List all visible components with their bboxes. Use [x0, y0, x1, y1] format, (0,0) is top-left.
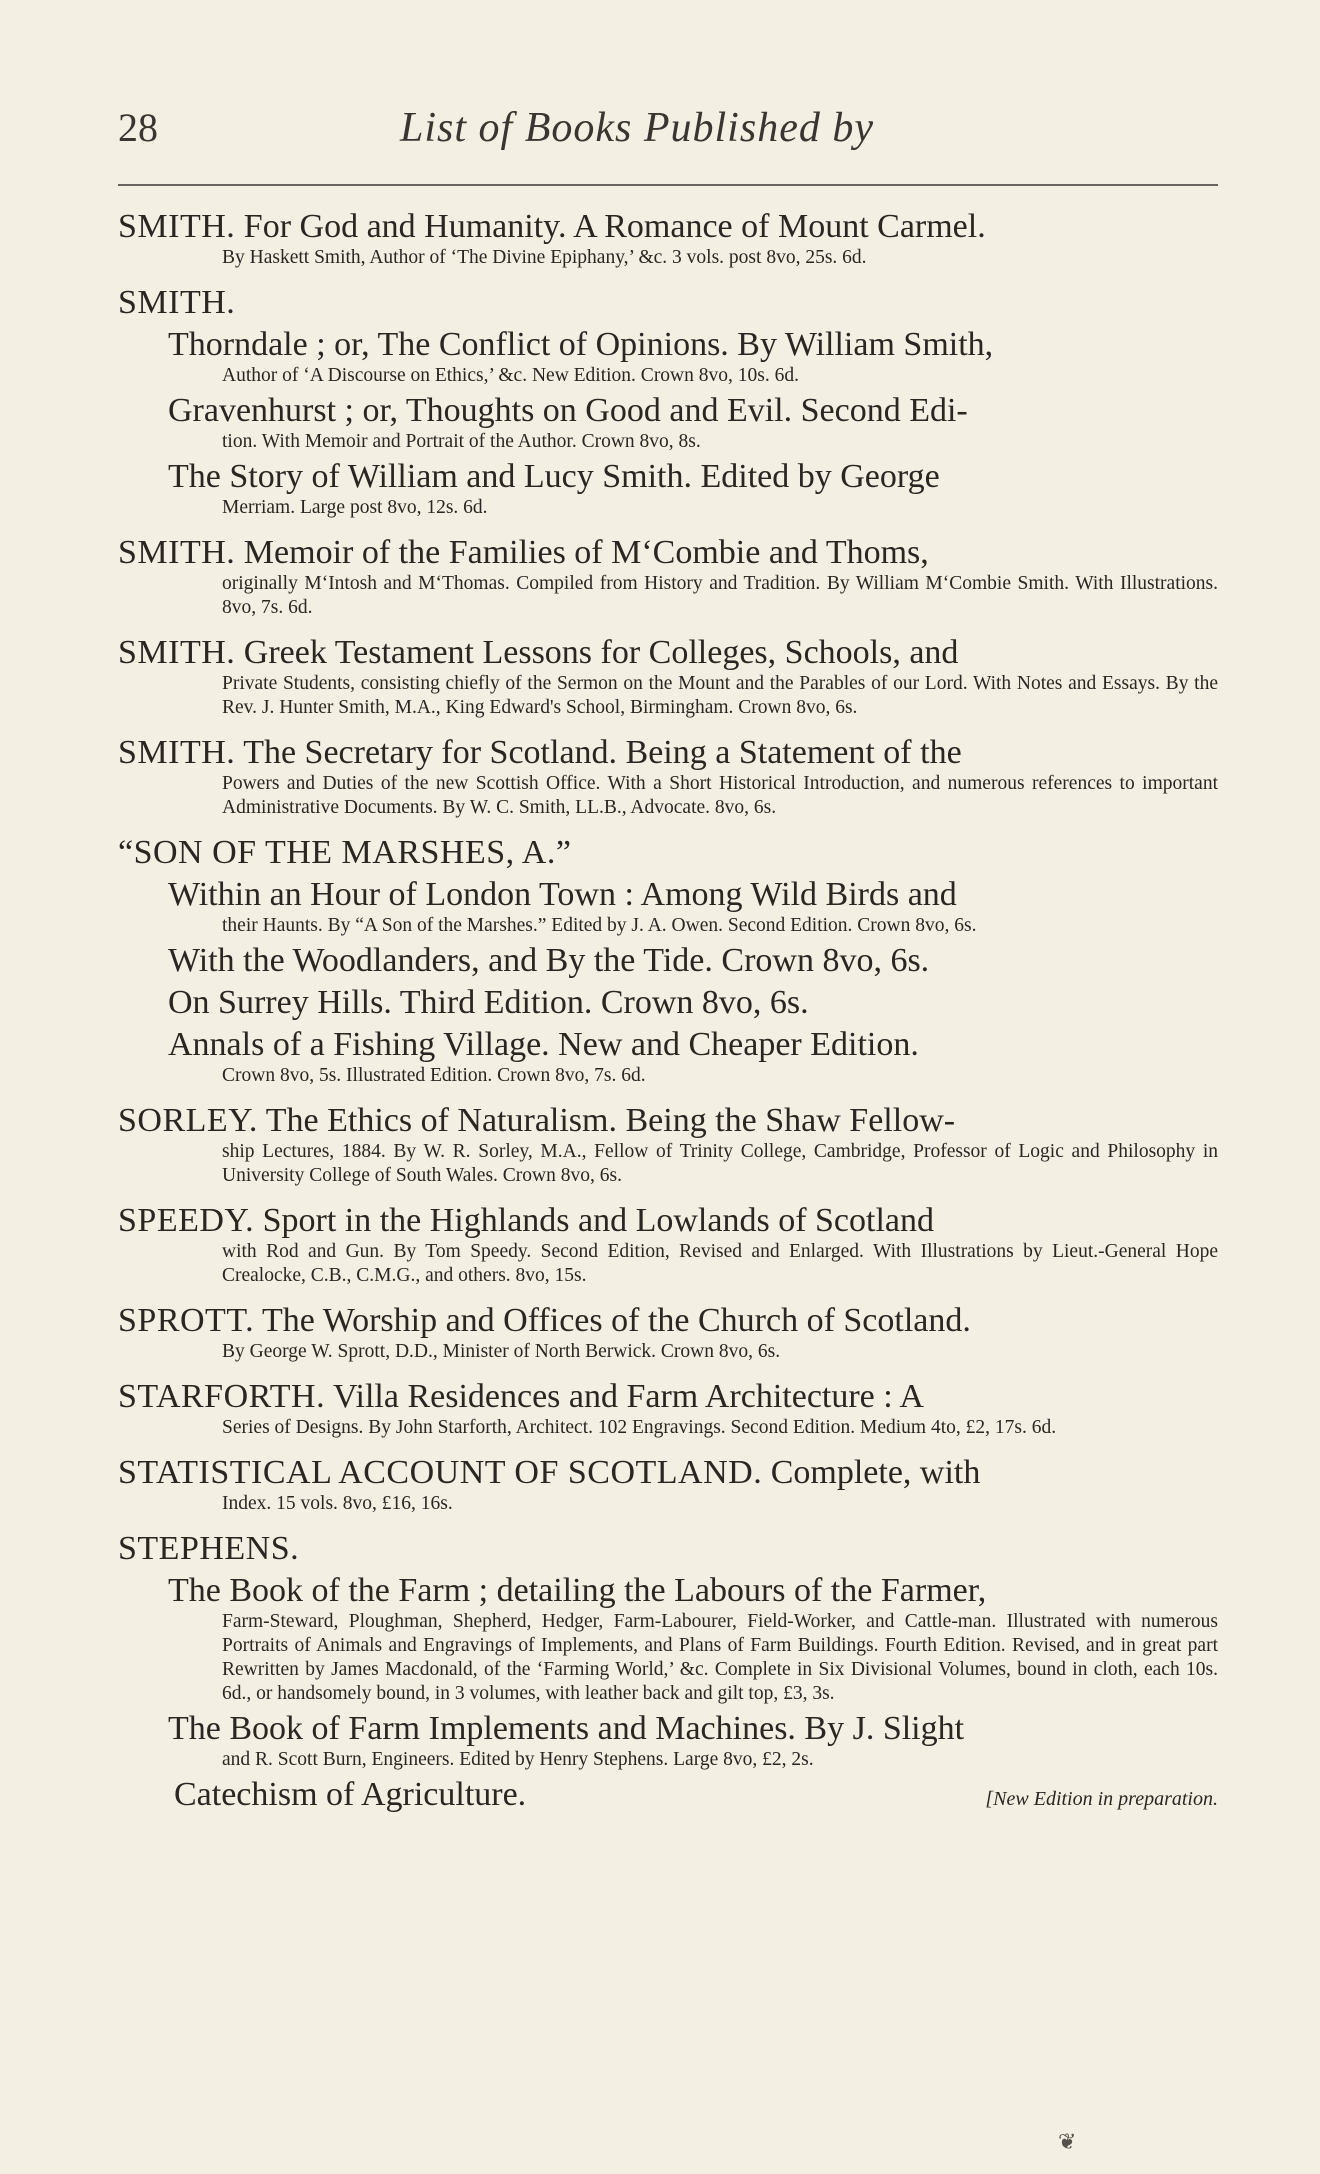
entry-title: On Surrey Hills. Third Edition. Crown 8vo, 6s. — [168, 984, 809, 1021]
entry-author: SORLEY. — [118, 1102, 258, 1139]
sub-entry — [118, 1026, 1218, 1088]
page-number: 28 — [118, 105, 158, 150]
sub-entry — [118, 458, 1218, 520]
entry-author: SMITH. — [118, 284, 236, 321]
entry-title: With the Woodlanders, and By the Tide. Crown 8vo, 6s. — [168, 942, 930, 979]
entry-title: Complete, with — [770, 1454, 981, 1491]
sub-entry — [118, 1710, 1218, 1772]
header-rule — [118, 184, 1218, 186]
printer-ornament-icon: ❦ — [1058, 2130, 1077, 2155]
entry-description: their Haunts. By “A Son of the Marshes.” Edited by J. A. Owen. Second Edition. Crown 8vo, 6s. — [222, 915, 977, 936]
entry-title: The Book of the Farm ; detailing the Labours of the Farmer, — [168, 1572, 987, 1609]
sub-entry — [118, 392, 1218, 454]
sub-entry — [118, 942, 1218, 980]
page-header — [118, 104, 1218, 164]
entry-description: with Rod and Gun. By Tom Speedy. Second Edition, Revised and Enlarged. With Illustrations by Lieut.-General Hope Crealocke, C.B., C.M.G., and others. 8vo, 15s. — [222, 1241, 1218, 1286]
running-title: List of Books Published by — [400, 105, 874, 151]
book-entry — [118, 1454, 1218, 1516]
book-entry — [118, 1378, 1218, 1440]
entry-description: Author of ‘A Discourse on Ethics,’ &c. New Edition. Crown 8vo, 10s. 6d. — [222, 365, 799, 386]
entry-author: SMITH. — [118, 208, 236, 245]
entry-title: The Secretary for Scotland. Being a Statement of the — [243, 734, 962, 771]
entry-title: Catechism of Agriculture. — [174, 1776, 527, 1813]
entry-description: originally M‘Intosh and M‘Thomas. Compiled from History and Tradition. By William M‘Combie Smith. With Illustrations. 8vo, 7s. 6d. — [222, 573, 1218, 618]
entry-title: Greek Testament Lessons for Colleges, Schools, and — [243, 634, 959, 671]
entry-title: Thorndale ; or, The Conflict of Opinions. By William Smith, — [168, 326, 994, 363]
book-entry — [118, 834, 1218, 1088]
entry-description: ship Lectures, 1884. By W. R. Sorley, M.A., Fellow of Trinity College, Cambridge, Professor of Logic and Philosophy in University College of South Wales. Crown 8vo, 6s. — [222, 1141, 1218, 1186]
entry-title: The Story of William and Lucy Smith. Edited by George — [168, 458, 940, 495]
entry-description: Private Students, consisting chiefly of the Sermon on the Mount and the Parables of our Lord. With Notes and Essays. By the Rev. J. Hunter Smith, M.A., King Edward's School, Birmingham. Crown 8vo, 6s. — [222, 673, 1218, 718]
entry-author: STARFORTH. — [118, 1378, 326, 1415]
sub-entry — [118, 1776, 1218, 1814]
entry-title: The Worship and Offices of the Church of Scotland. — [261, 1302, 971, 1339]
book-entry — [118, 634, 1218, 720]
entry-title: Gravenhurst ; or, Thoughts on Good and Evil. Second Edi- — [168, 392, 968, 429]
entry-title: Sport in the Highlands and Lowlands of Scotland — [262, 1202, 935, 1239]
book-entry — [118, 1530, 1218, 1814]
sub-entry — [118, 326, 1218, 388]
edition-note: [New Edition in preparation. — [985, 1788, 1218, 1810]
book-entry — [118, 734, 1218, 820]
entry-title: Memoir of the Families of M‘Combie and Thoms, — [243, 534, 929, 571]
entry-description: Index. 15 vols. 8vo, £16, 16s. — [222, 1493, 453, 1514]
entry-author: SPEEDY. — [118, 1202, 255, 1239]
book-entry — [118, 1302, 1218, 1364]
entry-title: Within an Hour of London Town : Among Wild Birds and — [168, 876, 957, 913]
entry-description: Crown 8vo, 5s. Illustrated Edition. Crown 8vo, 7s. 6d. — [222, 1065, 646, 1086]
entry-author: SMITH. — [118, 734, 236, 771]
entry-title: The Ethics of Naturalism. Being the Shaw Fellow- — [265, 1102, 956, 1139]
entry-title: Annals of a Fishing Village. New and Cheaper Edition. — [168, 1026, 919, 1063]
book-entry — [118, 208, 1218, 270]
entry-description: and R. Scott Burn, Engineers. Edited by Henry Stephens. Large 8vo, £2, 2s. — [222, 1749, 814, 1770]
entry-description: tion. With Memoir and Portrait of the Author. Crown 8vo, 8s. — [222, 431, 701, 452]
entry-description: By Haskett Smith, Author of ‘The Divine Epiphany,’ &c. 3 vols. post 8vo, 25s. 6d. — [222, 247, 867, 268]
entry-title: The Book of Farm Implements and Machines. By J. Slight — [168, 1710, 965, 1747]
sub-entry — [118, 876, 1218, 938]
entry-author: “SON OF THE MARSHES, A.” — [118, 834, 572, 871]
entry-description: Powers and Duties of the new Scottish Office. With a Short Historical Introduction, and numerous references to important Administrative Documents. By W. C. Smith, LL.B., Advocate. 8vo, 6s. — [222, 773, 1218, 818]
entry-description: By George W. Sprott, D.D., Minister of North Berwick. Crown 8vo, 6s. — [222, 1341, 781, 1362]
entry-description: Farm-Steward, Ploughman, Shepherd, Hedger, Farm-Labourer, Field-Worker, and Cattle-man. Illustrated with numerous Portraits of Animals and Engravings of Implements, and Plans of Farm Buildings. Fourth Edition. Revised, and in great part Rewritten by James Macdonald, of the ‘Farming World,’ &c. Complete in Six Divisional Volumes, bound in cloth, each 10s. 6d., or handsomely bound, in 3 volumes, with leather back and gilt top, £3, 3s. — [222, 1611, 1218, 1704]
entry-author: SPROTT. — [118, 1302, 255, 1339]
entry-title: Villa Residences and Farm Architecture : A — [333, 1378, 924, 1415]
book-list — [118, 208, 1218, 1828]
book-entry — [118, 1202, 1218, 1288]
entry-description: Series of Designs. By John Starforth, Architect. 102 Engravings. Second Edition. Medium 4to, £2, 17s. 6d. — [222, 1417, 1057, 1438]
book-entry — [118, 1102, 1218, 1188]
book-entry — [118, 284, 1218, 520]
entry-author: SMITH. — [118, 534, 236, 571]
entry-author: STEPHENS. — [118, 1530, 300, 1567]
entry-description: Merriam. Large post 8vo, 12s. 6d. — [222, 497, 488, 518]
sub-entry — [118, 1572, 1218, 1706]
book-entry — [118, 534, 1218, 620]
entry-author: STATISTICAL ACCOUNT OF SCOTLAND. — [118, 1454, 763, 1491]
entry-author: SMITH. — [118, 634, 236, 671]
sub-entry — [118, 984, 1218, 1022]
entry-title: For God and Humanity. A Romance of Mount Carmel. — [243, 208, 986, 245]
